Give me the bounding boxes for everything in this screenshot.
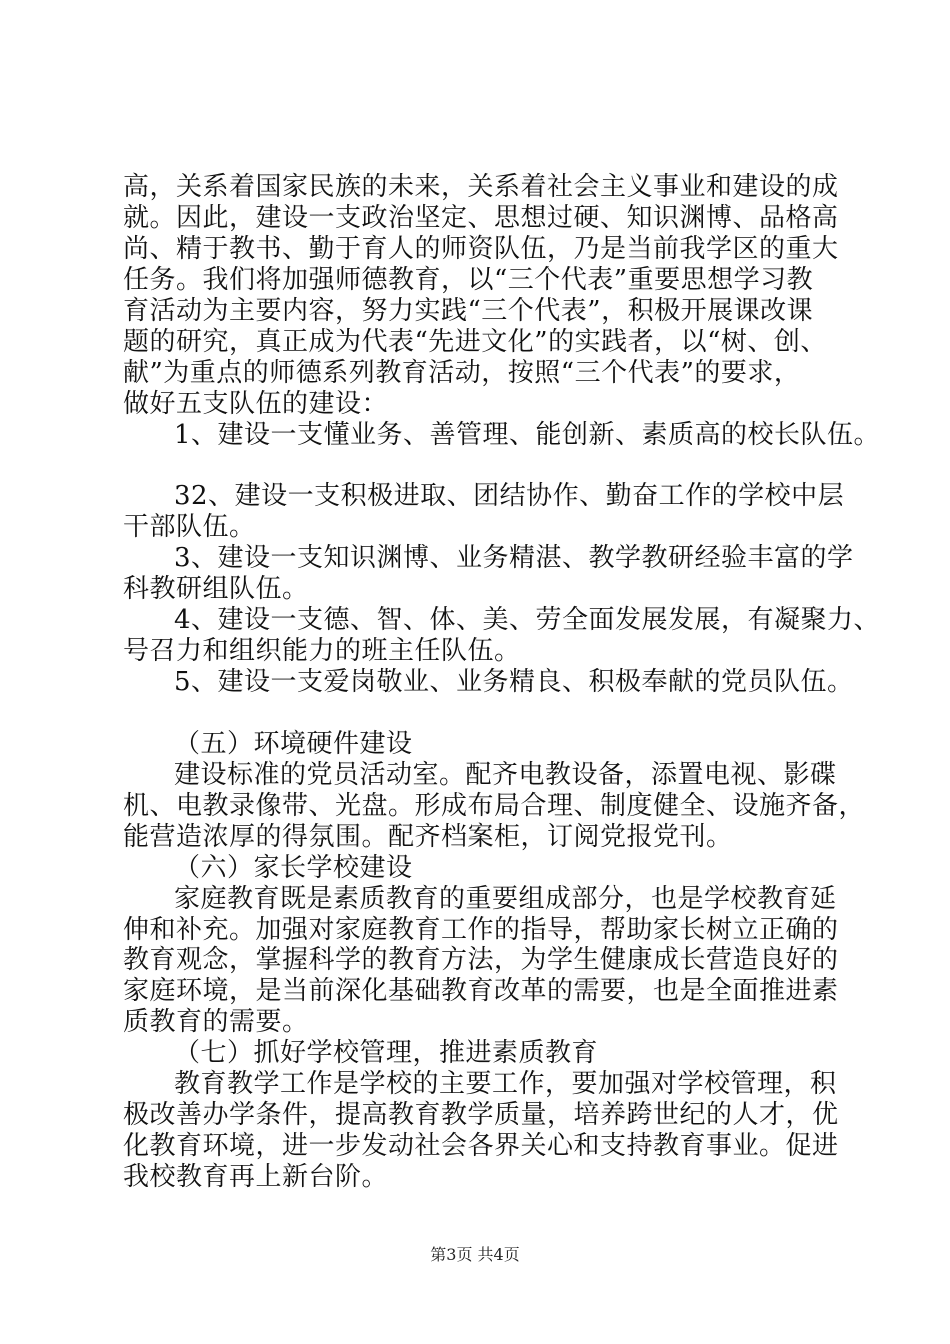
section-heading-5: （五）环境硬件建设: [174, 728, 413, 759]
paragraph-line: 就。因此，建设一支政治坚定、思想过硬、知识渊博、品格高: [123, 202, 839, 233]
paragraph-line: 育活动为主要内容，努力实践“三个代表”，积极开展课改课: [123, 295, 814, 326]
paragraph-line: 机、电教录像带、光盘。形成布局合理、制度健全、设施齐备，: [123, 790, 866, 821]
paragraph-line: 题的研究，真正成为代表“先进文化”的实践者，以“树、创、: [123, 326, 827, 357]
section-heading-7: （七）抓好学校管理，推进素质教育: [174, 1038, 599, 1069]
paragraph-line: 化教育环境，进一步发动社会各界关心和支持教育事业。促进: [123, 1131, 839, 1162]
list-item-2: 32、建设一支积极进取、团结协作、勤奋工作的学校中层: [174, 481, 845, 512]
paragraph-line: 任务。我们将加强师德教育，以“三个代表”重要思想学习教: [123, 264, 814, 295]
paragraph-line: 建设标准的党员活动室。配齐电教设备，添置电视、影碟: [174, 759, 837, 790]
paragraph-line: 教育观念，掌握科学的教育方法，为学生健康成长营造良好的: [123, 945, 839, 976]
section-heading-6: （六）家长学校建设: [174, 852, 413, 883]
paragraph-line: 能营造浓厚的得氛围。配齐档案柜，订阅党报党刊。: [123, 821, 733, 852]
paragraph-line: 献”为重点的师德系列教育活动，按照“三个代表”的要求，: [123, 357, 801, 388]
paragraph-line: 教育教学工作是学校的主要工作，要加强对学校管理，积: [174, 1069, 837, 1100]
list-item-4-cont: 号召力和组织能力的班主任队伍。: [123, 636, 521, 667]
paragraph-line: 极改善办学条件，提高教育教学质量，培养跨世纪的人才，优: [123, 1100, 839, 1131]
paragraph-line: 家庭教育既是素质教育的重要组成部分，也是学校教育延: [174, 883, 837, 914]
paragraph-line: 做好五支队伍的建设：: [123, 388, 389, 419]
paragraph-line: 伸和补充。加强对家庭教育工作的指导，帮助家长树立正确的: [123, 914, 839, 945]
page-footer: 第3页 共4页: [430, 1245, 520, 1264]
paragraph-line: 尚、精于教书、勤于育人的师资队伍，乃是当前我学区的重大: [123, 233, 839, 264]
list-item-4: 4、建设一支德、智、体、美、劳全面发展发展，有凝聚力、: [174, 605, 881, 636]
list-item-1: 1、建设一支懂业务、善管理、能创新、素质高的校长队伍。: [174, 419, 881, 450]
paragraph-line: 高，关系着国家民族的未来，关系着社会主义事业和建设的成: [123, 172, 839, 202]
list-item-2-cont: 干部队伍。: [123, 512, 256, 543]
list-item-3: 3、建设一支知识渊博、业务精湛、教学教研经验丰富的学: [174, 543, 854, 574]
list-item-5: 5、建设一支爱岗敬业、业务精良、积极奉献的党员队伍。: [174, 667, 854, 697]
paragraph-line: 家庭环境，是当前深化基础教育改革的需要，也是全面推进素: [123, 976, 839, 1007]
paragraph-line: 我校教育再上新台阶。: [123, 1162, 389, 1192]
paragraph-line: 质教育的需要。: [123, 1007, 309, 1038]
list-item-3-cont: 科教研组队伍。: [123, 574, 309, 605]
